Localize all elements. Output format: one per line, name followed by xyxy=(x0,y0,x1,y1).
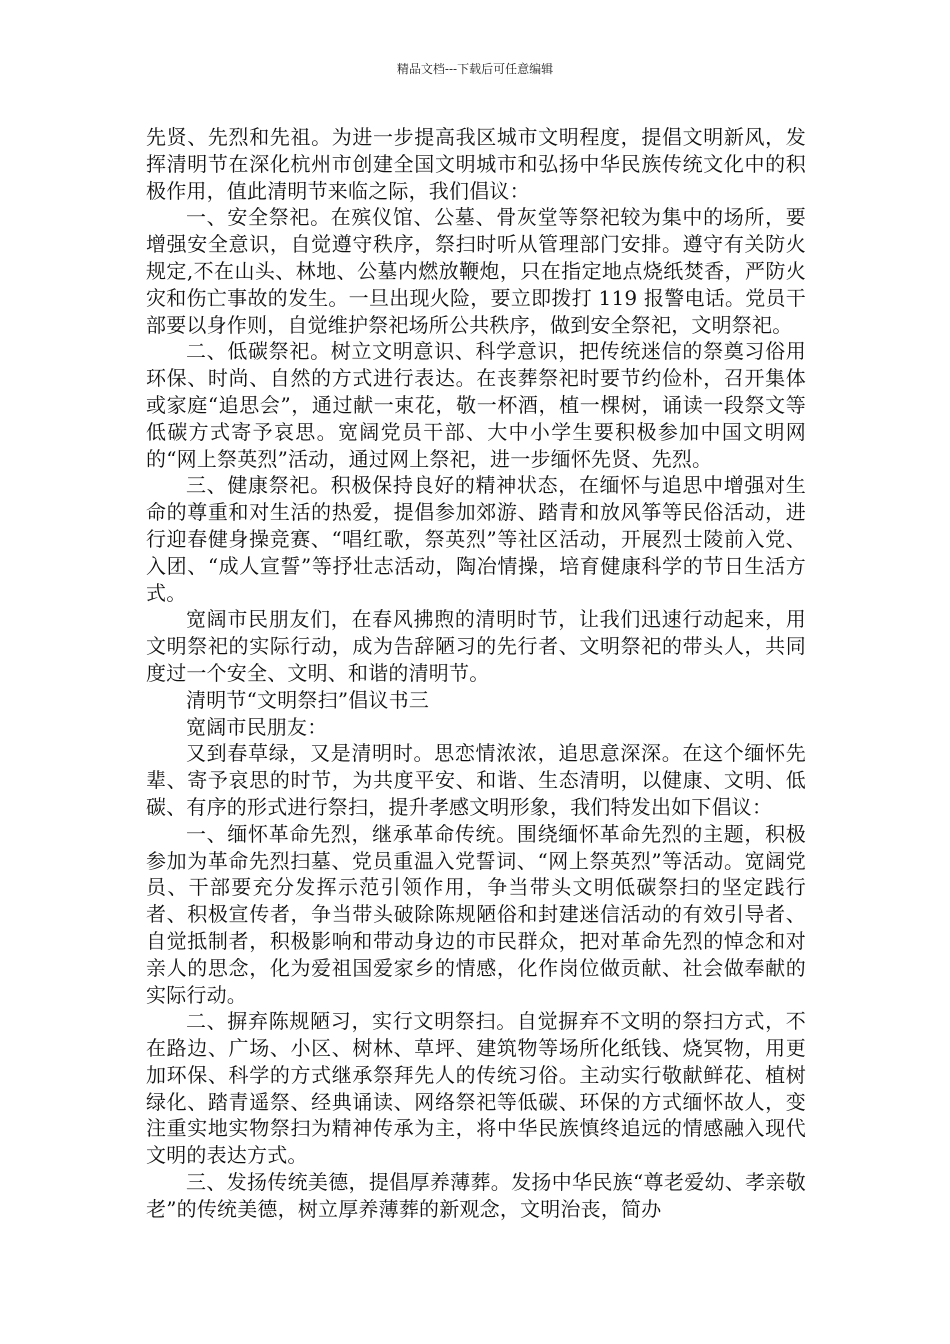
document-body xyxy=(146,124,806,1223)
paragraph-commemorate-martyrs: 一、缅怀革命先烈，继承革命传统。围绕缅怀革命先烈的主题，积极参加为革命先烈扫墓、党员重温入党誓词、“网上祭英烈”等活动。宽阔党员、干部要充分发挥示范引领作用，争当带头文明低碳祭扫的坚定践行者、积极宣传者，争当带头破除陈规陋俗和封建迷信活动的有效引导者、自觉抵制者，积极影响和带动身边的市民群众，把对革命先烈的悼念和对亲人的思念，化为爱祖国爱家乡的情感，化作岗位做贡献、社会做奉献的实际行动。 xyxy=(146,821,806,1007)
paragraph-safe-sacrifice: 一、安全祭祀。在殡仪馆、公墓、骨灰堂等祭祀较为集中的场所，要增强安全意识，自觉遵守秩序，祭扫时听从管理部门安排。遵守有关防火规定,不在山头、林地、公墓内燃放鞭炮，只在指定地点烧纸焚香，严防火灾和伤亡事故的发生。一旦出现火险，要立即拨打 119 报警电话。党员干部要以身作则，自觉维护祭祀场所公共秩序，做到安全祭祀，文明祭祀。 xyxy=(146,205,806,337)
section-title: 清明节“文明祭扫”倡议书三 xyxy=(186,687,430,712)
paragraph-introduction: 又到春草绿，又是清明时。思恋情浓浓，追思意深深。在这个缅怀先辈、寄予哀思的时节，为共度平安、和谐、生态清明，以健康、文明、低碳、有序的形式进行祭扫，提升孝感文明形象，我们特发出如下倡议： xyxy=(146,741,806,819)
paragraph-civilized-sweeping: 二、摒弃陈规陋习，实行文明祭扫。自觉摒弃不文明的祭扫方式，不在路边、广场、小区、树林、草坪、建筑物等场所化纸钱、烧冥物，用更加环保、科学的方式继承祭拜先人的传统习俗。主动实行敬献鲜花、植树绿化、踏青遥祭、经典诵读、网络祭祀等低碳、环保的方式缅怀故人，变注重实地实物祭扫为精神传承为主，将中华民族慎终追远的情感融入现代文明的表达方式。 xyxy=(146,1009,806,1168)
paragraph-low-carbon-sacrifice: 二、低碳祭祀。树立文明意识、科学意识，把传统迷信的祭奠习俗用环保、时尚、自然的方式进行表达。在丧葬祭祀时要节约俭朴，召开集体或家庭“追思会”，通过献一束花，敬一杯酒，植一棵树，诵读一段祭文等低碳方式寄予哀思。宽阔党员干部、大中小学生要积极参加中国文明网的“网上祭英烈”活动，通过网上祭祀，进一步缅怀先贤、先烈。 xyxy=(146,339,806,471)
page-header-note: 精品文档---下载后可任意编辑 xyxy=(396,62,554,76)
paragraph-continuation: 先贤、先烈和先祖。为进一步提高我区城市文明程度，提倡文明新风，发挥清明节在深化杭州市创建全国文明城市和弘扬中华民族传统文化中的积极作用，值此清明节来临之际，我们倡议： xyxy=(146,125,806,203)
paragraph-traditional-virtues: 三、发扬传统美德，提倡厚养薄葬。发扬中华民族“尊老爱幼、孝亲敬老”的传统美德，树立厚养薄葬的新观念，文明治丧，简办 xyxy=(146,1170,806,1221)
salutation: 宽阔市民朋友： xyxy=(186,714,328,739)
paragraph-healthy-sacrifice: 三、健康祭祀。积极保持良好的精神状态，在缅怀与追思中增强对生命的尊重和对生活的热爱，提倡参加郊游、踏青和放风筝等民俗活动，进行迎春健身操竞赛、“唱红歌，祭英烈”等社区活动，开展烈士陵前入党、入团、“成人宣誓”等抒壮志活动，陶冶情操，培育健康科学的节日生活方式。 xyxy=(146,473,806,605)
paragraph-call-to-action: 宽阔市民朋友们，在春风拂煦的清明时节，让我们迅速行动起来，用文明祭祀的实际行动，成为告辞陋习的先行者、文明祭祀的带头人，共同度过一个安全、文明、和谐的清明节。 xyxy=(146,607,806,685)
